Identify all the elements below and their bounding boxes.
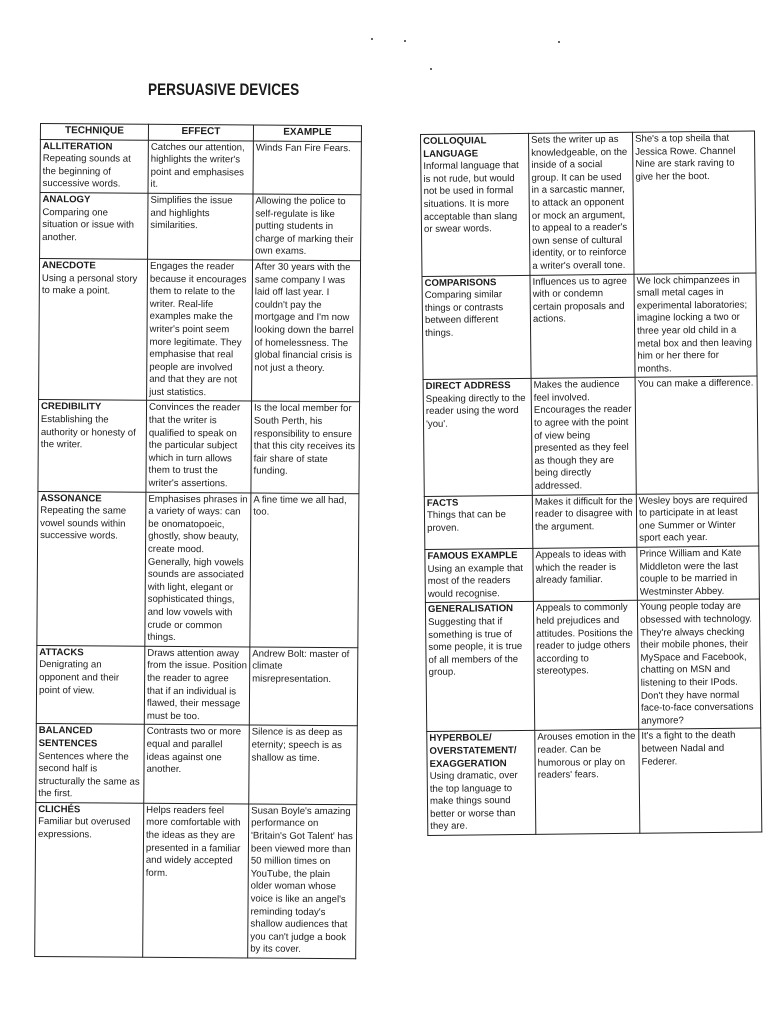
table-row <box>40 192 361 260</box>
table-row <box>38 400 360 493</box>
effect-cell: Convinces the reader that the writer is qualified to speak on the particular subject which in turn allows them to trust the writer's assertions. <box>146 401 252 493</box>
technique-definition: Establishing the authority or honesty of the writer. <box>40 414 136 451</box>
effect-cell: Draws attention away from the issue. Position the reader to agree that if an individual is flawed, their message must be too. <box>144 646 250 725</box>
example-cell: Prince William and Kate Middleton were the last couple to be married in Westminster Abbey. <box>637 546 760 601</box>
technique-header: TECHNIQUE <box>40 124 148 140</box>
technique-definition: Familiar but overused expressions. <box>37 816 131 841</box>
technique-cell <box>37 491 146 646</box>
persuasive-devices-table-right <box>420 130 762 836</box>
technique-cell <box>427 731 536 836</box>
technique-cell <box>40 139 148 193</box>
effect-header: EFFECT <box>148 124 253 140</box>
technique-cell <box>40 192 148 259</box>
technique-cell <box>425 602 534 732</box>
technique-cell <box>423 379 532 496</box>
example-cell: After 30 years with the same company I was laid off last year. I couldn't pay the mortgage and I'm now looking down the barrel of homelessness. The global financial crisis is not just a theory. <box>252 260 361 402</box>
table-row <box>39 258 361 402</box>
technique-name: GENERALISATION <box>427 603 514 616</box>
table-row <box>36 724 358 805</box>
example-cell: Winds Fan Fire Fears. <box>253 141 361 195</box>
technique-name: CLICHÉS <box>38 803 81 816</box>
technique-name: COMPARISONS <box>424 276 497 289</box>
table-row <box>423 376 758 496</box>
technique-cell <box>39 258 148 400</box>
technique-name: FACTS <box>426 497 459 509</box>
technique-name: BALANCED SENTENCES <box>38 725 98 750</box>
technique-cell <box>424 495 533 550</box>
technique-name: FAMOUS EXAMPLE <box>427 550 518 562</box>
technique-cell <box>421 133 530 276</box>
technique-cell <box>425 548 534 603</box>
effect-cell: Contrasts two or more equal and parallel ideas against one another. <box>144 725 250 804</box>
table-row <box>421 131 756 276</box>
example-cell: It's a fight to the death between Nadal and Federer. <box>639 728 762 833</box>
effect-cell: Influences us to agree with or condemn certain proposals and actions. <box>530 274 635 379</box>
example-cell: We lock chimpanzees in small metal cages in experimental laboratories; imagine locking a two or three year old child in a metal box and then leaving him or her there for months. <box>634 273 757 378</box>
effect-cell: Makes the audience feel involved. Encourages the reader to agree with the point of view being presented as they feel as though they are being directly addressed. <box>531 378 636 495</box>
table-row <box>425 546 760 603</box>
example-cell: Silence is as deep as eternity; speech is as shallow as time. <box>249 725 358 804</box>
technique-definition: Using an example that most of the readers would recognise. <box>427 562 524 600</box>
example-cell: Wesley boys are required to participate in at least one Summer or Winter sport each year. <box>636 493 759 548</box>
technique-name: ASSONANCE <box>40 492 102 505</box>
technique-name: ANALOGY <box>42 193 91 206</box>
table-row <box>35 802 357 958</box>
technique-definition: Using dramatic, over the top language to make things sound better or worse than they are. <box>429 770 518 833</box>
example-header: EXAMPLE <box>253 125 361 141</box>
scan-speck <box>558 41 560 43</box>
effect-cell: Helps readers feel more comfortable with the ideas as they are presented in a familiar and widely accepted form. <box>143 803 249 958</box>
technique-definition: Things that can be proven. <box>426 509 506 534</box>
technique-name: HYPERBOLE/ OVERSTATEMENT/ EXAGGERATION <box>429 732 517 770</box>
technique-name: COLLOQUIAL LANGUAGE <box>423 135 487 160</box>
technique-definition: Informal language that is not rude, but would not be used in formal situations. It is more acceptable than slang or swear words. <box>423 160 519 236</box>
scan-speck <box>430 68 432 70</box>
table-row <box>427 728 762 835</box>
persuasive-devices-table-left <box>34 123 362 959</box>
technique-cell <box>36 645 145 724</box>
technique-name: ALLITERATION <box>42 140 113 153</box>
page-title: PERSUASIVE DEVICES <box>148 80 300 99</box>
technique-cell <box>36 724 145 803</box>
technique-definition: Speaking directly to the reader using the word 'you'. <box>425 392 526 431</box>
technique-definition: Sentences where the second half is structurally the same as the first. <box>38 750 140 800</box>
technique-cell <box>422 275 531 380</box>
effect-cell: Emphasises phrases in a variety of ways: can be onomatopoeic, ghostly, show beauty, create mood. Generally, high vowels sounds are associated with light, elegant or sophisticated things, and low vowels with crude or common things. <box>145 492 251 647</box>
effect-cell: Simplifies the issue and highlights similarities. <box>148 193 253 260</box>
effect-cell: Arouses emotion in the reader. Can be humorous or play on readers' fears. <box>535 730 640 835</box>
table-row <box>425 599 760 731</box>
technique-name: CREDIBILITY <box>40 401 102 413</box>
technique-name: ANECDOTE <box>41 259 96 272</box>
scan-speck <box>371 38 373 40</box>
example-cell: Andrew Bolt: master of climate misrepresentation. <box>249 647 358 726</box>
table-row <box>37 491 359 647</box>
technique-definition: Using a personal story to make a point. <box>41 272 138 297</box>
effect-cell: Appeals to ideas with which the reader is already familiar. <box>533 547 638 601</box>
technique-cell <box>38 400 147 492</box>
technique-definition: Comparing similar things or contrasts between different things. <box>424 289 504 339</box>
effect-cell: Appeals to commonly held prejudices and attitudes. Positions the reader to judge others according to stereotypes. <box>533 601 638 731</box>
technique-name: DIRECT ADDRESS <box>425 380 511 393</box>
table-row <box>36 645 358 726</box>
table-row <box>422 273 757 380</box>
technique-name: ATTACKS <box>39 646 84 659</box>
example-cell: Young people today are obsessed with technology. They're always checking their mobile phones, their MySpace and Facebook, chatting on MSN and listening to their IPods. Don't they have normal face-to-face conversations anymore? <box>637 599 760 729</box>
example-cell: She's a top sheila that Jessica Rowe. Channel Nine are stark raving to give her the boot. <box>632 131 755 274</box>
effect-cell: Catches our attention, highlights the writer's point and emphasises it. <box>148 140 253 194</box>
example-cell: Allowing the police to self-regulate is like putting students in charge of marking their own exams. <box>253 194 361 261</box>
table-row <box>40 139 361 195</box>
example-cell: Is the local member for South Perth, his responsibility to ensure that this city receives its fair share of state funding. <box>251 401 360 493</box>
technique-definition: Repeating the same vowel sounds within successive words. <box>40 505 127 542</box>
effect-cell: Makes it difficult for the reader to disagree with the argument. <box>532 494 637 548</box>
technique-definition: Repeating sounds at the beginning of successive words. <box>42 153 131 190</box>
table-row <box>424 493 759 550</box>
example-cell: A fine time we all had, too. <box>250 493 359 648</box>
technique-cell <box>35 802 144 957</box>
technique-definition: Denigrating an opponent and their point of view. <box>39 659 120 696</box>
effect-cell: Engages the reader because it encourages them to relate to the writer. Real-life examples make the writer's point seem more legitimate. They emphasise that real people are involved and that they are not just statistics. <box>147 259 253 401</box>
technique-definition: Suggesting that if something is true of some people, it is true of all members of the group. <box>428 616 523 679</box>
technique-definition: Comparing one situation or issue with another. <box>42 206 135 244</box>
example-cell: Susan Boyle's amazing performance on 'Britain's Got Talent' has been viewed more than 50 million times on YouTube, the plain older woman whose voice is like an angel's reminding today's shallow audiences that you can't judge a book by its cover. <box>248 804 357 959</box>
scan-speck <box>404 40 406 42</box>
effect-cell: Sets the writer up as knowledgeable, on the inside of a social group. It can be used in a sarcastic manner, to attack an opponent or mock an argument, to appeal to a reader's own sense of cultural identity, or to reinforce a writer's overall tone. <box>528 132 633 275</box>
example-cell: You can make a difference. <box>635 376 758 494</box>
